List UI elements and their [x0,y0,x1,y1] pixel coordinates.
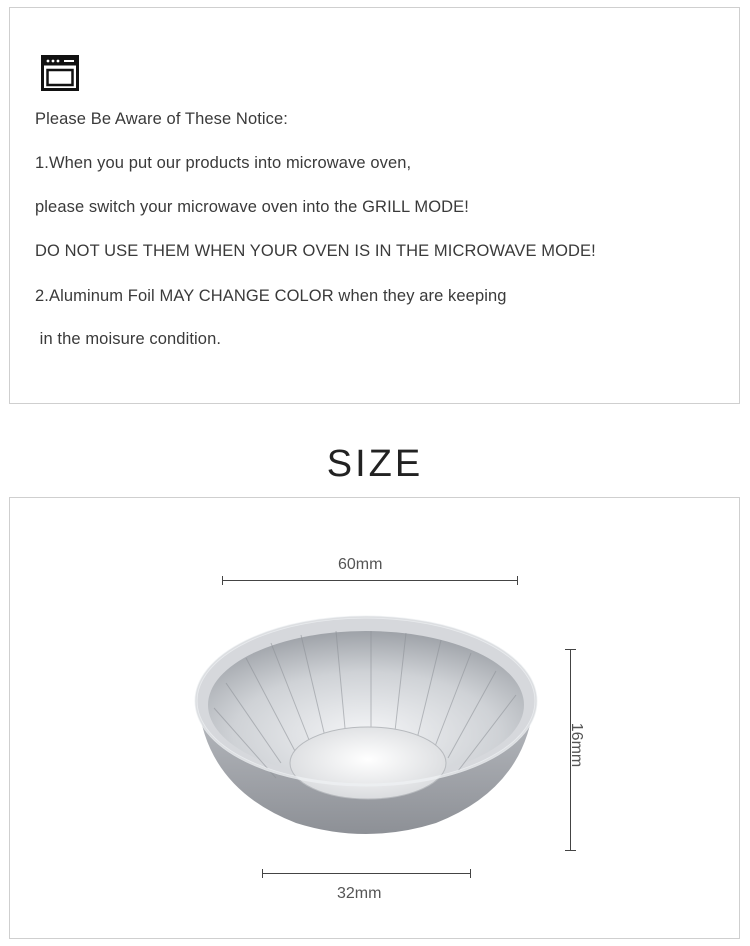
notice-line-2: please switch your microwave oven into the GRILL MODE! [35,198,469,216]
bottom-diameter-line [262,873,471,874]
height-cap-top [565,649,576,650]
notice-line-3: DO NOT USE THEM WHEN YOUR OVEN IS IN THE MICROWAVE MODE! [35,242,596,260]
size-panel [9,497,740,939]
height-label: 16mm [568,722,586,768]
bottom-diameter-cap-right [470,869,471,878]
top-diameter-line [222,580,518,581]
bottom-diameter-label: 32mm [337,885,382,902]
notice-heading: Please Be Aware of These Notice: [35,110,288,128]
notice-line-5: in the moisure condition. [35,330,222,348]
bottom-diameter-cap-left [262,869,263,878]
top-diameter-cap-right [517,576,518,585]
size-title: SIZE [326,443,424,485]
top-diameter-label: 60mm [338,556,383,573]
foil-tray-image [186,613,546,843]
oven-icon [41,55,79,91]
top-diameter-cap-left [222,576,223,585]
notice-line-4: 2.Aluminum Foil MAY CHANGE COLOR when they are keeping [35,287,507,305]
height-cap-bottom [565,850,576,851]
notice-panel [9,7,740,404]
notice-line-1: 1.When you put our products into microwave oven, [35,154,412,172]
